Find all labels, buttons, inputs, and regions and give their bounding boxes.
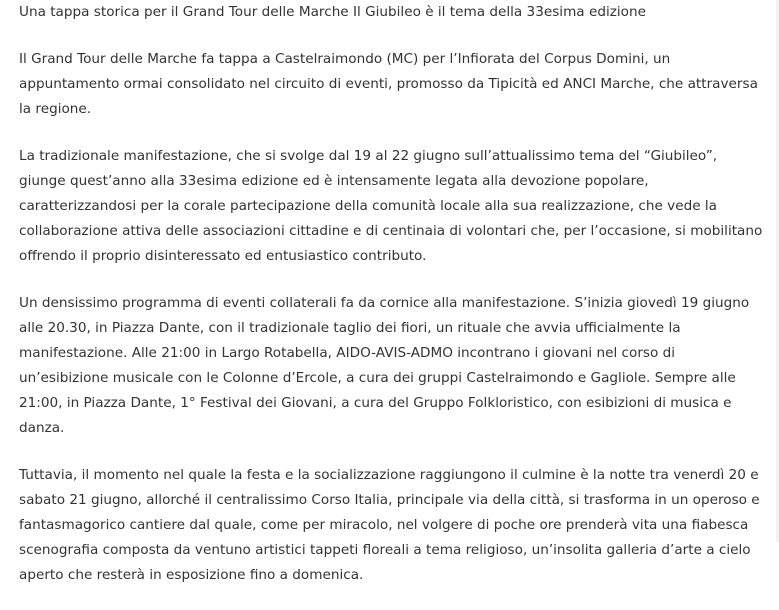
article-paragraph: Tuttavia, il momento nel quale la festa e la socializzazione raggiungono il culmine è la notte tra venerdì 20 e sabato 21 giugno, allorché il centralissimo Corso Italia, principale via della città, si trasforma in un operoso e fantasmagorico cantiere dal quale, come per miracolo, nel volgere di poche ore prenderà vita una fiabesca scenografia composta da ventuno artistici tappeti floreali a tema religioso, un’insolita galleria d’arte a cielo aperto che resterà in esposizione fino a domenica.: [19, 467, 760, 583]
article-lead: Una tappa storica per il Grand Tour delle Marche Il Giubileo è il tema della 33esima edizione: [19, 4, 646, 20]
article-body: [19, 0, 764, 610]
article-paragraph: La tradizionale manifestazione, che si svolge dal 19 al 22 giugno sull’attualissimo tema del “Giubileo”, giunge quest’anno alla 33esima edizione ed è intensamente legata alla devozione popolare, caratterizzandosi per la corale partecipazione della comunità locale alla sua realizzazione, che vede la collaborazione attiva delle associazioni cittadine e di centinaia di volontari che, per l’occasione, si mobilitano offrendo il proprio disinteressato ed entusiastico contributo.: [19, 148, 763, 264]
article-paragraph: Un densissimo programma di eventi collaterali fa da cornice alla manifestazione. S’inizia giovedì 19 giugno alle 20.30, in Piazza Dante, con il tradizionale taglio dei fiori, un rituale che avvia ufficialmente la manifestazione. Alle 21:00 in Largo Rotabella, AIDO-AVIS-ADMO incontrano i giovani nel corso di un’esibizione musicale con le Colonne d’Ercole, a cura dei gruppi Castelraimondo e Gagliole. Sempre alle 21:00, in Piazza Dante, 1° Festival dei Giovani, a cura del Gruppo Folkloristico, con esibizioni di musica e danza.: [19, 295, 750, 436]
article-paragraph: Il Grand Tour delle Marche fa tappa a Castelraimondo (MC) per l’Infiorata del Corpus Domini, un appuntamento ormai consolidato nel circuito di eventi, promosso da Tipicità ed ANCI Marche, che attraversa la regione.: [19, 51, 758, 117]
